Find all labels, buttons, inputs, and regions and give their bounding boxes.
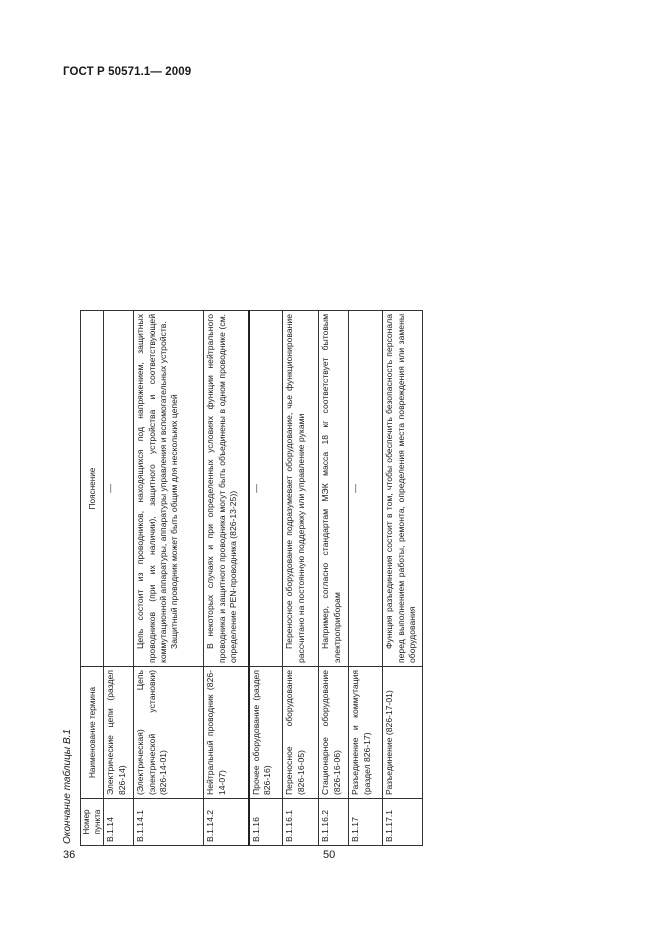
row-number: В.1.17 (349, 799, 383, 846)
header-term: Наименование термина (81, 667, 104, 799)
row-explanation: — (104, 311, 134, 667)
explanation-paragraph: Защитный проводник может быть общим для нескольких цепей (169, 394, 180, 649)
row-term: Стационарное оборудование (826-16-06) (319, 667, 349, 799)
row-term: (Электрическая) Цепь (электрической установки) (826-14-01) (134, 667, 204, 799)
table-header-row (81, 311, 104, 846)
table-caption: Окончание таблицы В.1 (62, 729, 73, 844)
header-explanation: Пояснение (81, 311, 104, 667)
row-explanation (204, 311, 249, 667)
explanation-paragraph: В некоторых случаях и при определенных условиях функции нейтрального проводника и защитного проводника могут быть объединены в одном проводнике (см. определение PEN-проводника (826-13-25)) (205, 314, 238, 663)
table-row (319, 311, 349, 846)
row-explanation: — (349, 311, 383, 667)
row-number: В.1.16.1 (283, 799, 319, 846)
row-explanation: — (249, 311, 283, 667)
row-number: В.1.14 (104, 799, 134, 846)
table-row (249, 311, 283, 846)
explanation-paragraph: Цепь состоит из проводников, находящихся под напряжением, защитных проводников (при их наличии), защитного устройства и соответствующей коммутационной аппаратуры, аппаратуры управления и вспомогательных устройств. (135, 314, 168, 663)
page-number-left: 36 (63, 849, 76, 861)
table-row (383, 311, 423, 846)
row-number: В.1.14.1 (134, 799, 204, 846)
row-number: В.1.16.2 (319, 799, 349, 846)
row-explanation (383, 311, 423, 667)
standard-header: ГОСТ Р 50571.1— 2009 (63, 66, 192, 78)
table-row (204, 311, 249, 846)
row-term: Разъединение (826-17-01) (383, 667, 423, 799)
row-term: Прочее оборудование (раздел 826-16) (249, 667, 283, 799)
row-number: В.1.16 (249, 799, 283, 846)
explanation-paragraph: Функция разъединения состоит в том, чтобы обеспечить безопасность персонала перед выполнением работы, ремонта, определения места повреждения или замены оборудования (384, 314, 417, 663)
explanation-paragraph: Переносное оборудование подразумевает оборудование, чье функционирование рассчитано на постоянную поддержку или управление руками (284, 314, 306, 663)
table-row (349, 311, 383, 846)
row-term: Электрические цепи (раздел 826-14) (104, 667, 134, 799)
row-number: В.1.14.2 (204, 799, 249, 846)
row-explanation (319, 311, 349, 667)
terms-table (80, 310, 423, 846)
page-number-center: 50 (323, 849, 336, 861)
table-row (134, 311, 204, 846)
explanation-paragraph: Например, согласно стандартам МЭК масса 18 кг соответствует бытовым электроприборам (320, 314, 342, 663)
row-number: В.1.17.1 (383, 799, 423, 846)
row-term: Нейтральный проводник (826-14-07) (204, 667, 249, 799)
table-row (283, 311, 319, 846)
row-explanation (134, 311, 204, 667)
row-explanation (283, 311, 319, 667)
rotated-table-block (62, 89, 612, 846)
table-row (104, 311, 134, 846)
row-term: Переносное оборудование (826-16-05) (283, 667, 319, 799)
header-number: Номер пункта (81, 799, 104, 846)
row-term: Разъединение и коммутация (раздел 826-17) (349, 667, 383, 799)
